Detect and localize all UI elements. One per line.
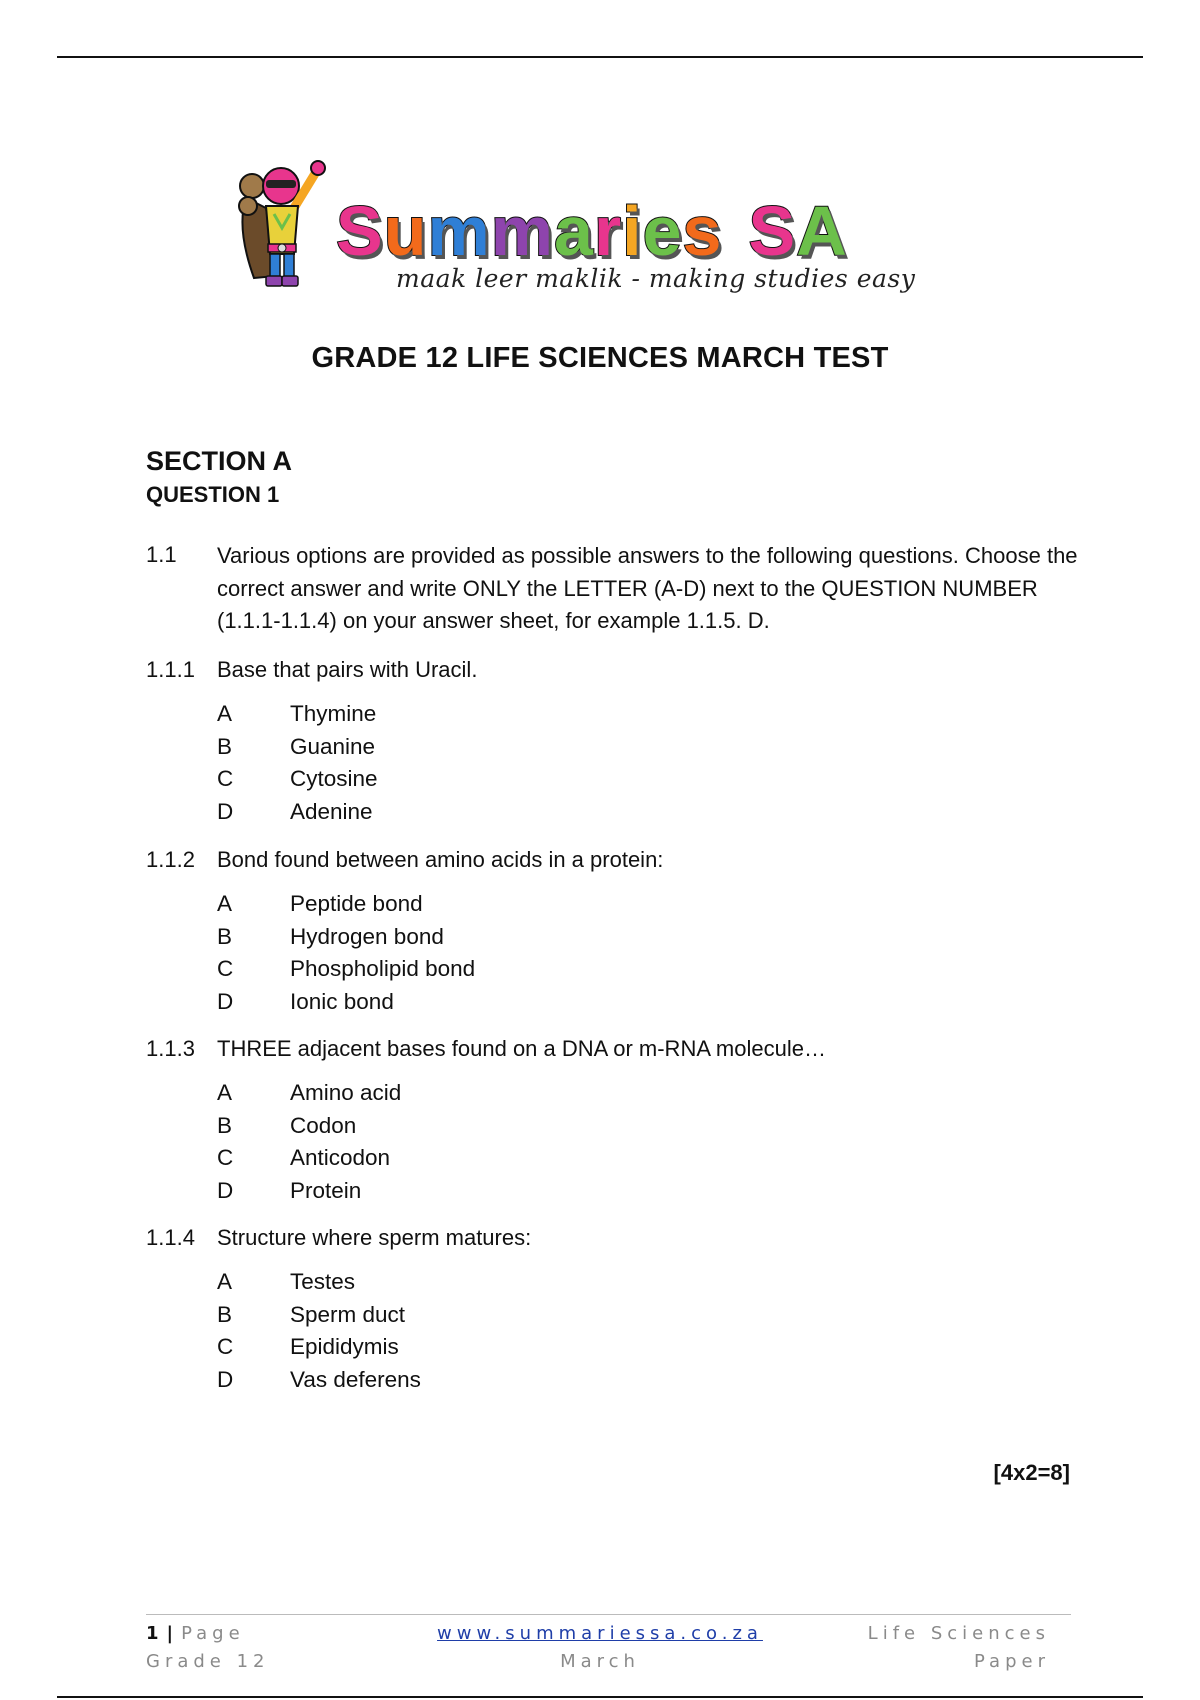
footer-rule <box>146 1614 1071 1615</box>
answer-option <box>217 924 1106 957</box>
question-item <box>146 657 1106 831</box>
footer-subject: Life Sciences <box>867 1623 1050 1644</box>
answer-option <box>217 1178 1106 1211</box>
answer-option <box>217 1367 1106 1400</box>
option-text: Testes <box>290 1269 356 1294</box>
logo-wordmark <box>336 192 848 270</box>
option-text: Ionic bond <box>290 988 394 1014</box>
answer-option <box>217 989 1106 1022</box>
option-text: Guanine <box>290 733 376 759</box>
option-text: Epididymis <box>290 1334 399 1359</box>
footer-grade: Grade 12 <box>146 1651 270 1672</box>
option-text: Thymine <box>290 701 377 726</box>
option-letter: D <box>217 1366 234 1392</box>
logo-letter: a <box>553 192 594 270</box>
logo-letter: S <box>748 192 797 270</box>
top-rule <box>57 56 1143 58</box>
question-item <box>146 1225 1106 1399</box>
question-number: 1.1.3 <box>146 1036 195 1061</box>
section-heading: SECTION A <box>146 446 293 476</box>
option-letter: B <box>217 923 233 949</box>
footer-page-number: 1 <box>146 1623 161 1644</box>
option-text: Cytosine <box>290 766 378 791</box>
intro-text: Various options are provided as possible answers to the following questions. Choose the correct answer and write ONLY the LETTER (A-D) next to the QUESTION NUMBER (1.1.1-1.1.4) on your answer sheet, for example 1.1.5. D. <box>217 543 1078 633</box>
footer-right <box>868 1620 1050 1676</box>
question-item <box>146 847 1106 1021</box>
logo-letter: m <box>427 192 491 270</box>
option-text: Hydrogen bond <box>290 923 444 949</box>
footer-url-link[interactable]: www.summariessa.co.za <box>437 1623 763 1644</box>
page-title: GRADE 12 LIFE SCIENCES MARCH TEST <box>311 342 889 374</box>
question-number: 1.1.1 <box>146 657 195 682</box>
intro-number: 1.1 <box>146 542 177 567</box>
answer-option <box>217 799 1106 832</box>
option-text: Sperm duct <box>290 1301 406 1327</box>
logo-letter: A <box>796 192 848 270</box>
answer-option <box>217 1080 1106 1113</box>
option-letter: C <box>217 766 234 791</box>
question-text: THREE adjacent bases found on a DNA or m-RNA molecule… <box>217 1036 826 1061</box>
footer-paper: Paper <box>974 1651 1050 1672</box>
logo-tagline: maak leer maklik - making studies easy <box>396 264 916 293</box>
footer-center <box>424 1620 776 1676</box>
footer-month: March <box>560 1651 640 1672</box>
option-letter: A <box>217 1269 233 1294</box>
answer-option <box>217 1269 1106 1302</box>
question-number: 1.1.2 <box>146 847 195 872</box>
option-text: Codon <box>290 1112 357 1138</box>
option-letter: B <box>217 1301 233 1327</box>
option-letter: C <box>217 1145 234 1170</box>
question-item <box>146 1036 1106 1210</box>
option-text: Amino acid <box>290 1080 402 1105</box>
option-text: Adenine <box>290 798 373 824</box>
option-text: Phospholipid bond <box>290 956 476 981</box>
marks-total: [4x2=8] <box>993 1460 1070 1485</box>
question-text: Bond found between amino acids in a protein: <box>217 847 664 872</box>
mascot-icon <box>236 158 326 298</box>
option-letter: A <box>217 1080 233 1105</box>
answer-option <box>217 1302 1106 1335</box>
summaries-sa-logo <box>236 158 976 308</box>
question-heading: QUESTION 1 <box>146 482 280 507</box>
footer-page-separator: | <box>166 1623 176 1644</box>
answer-option <box>217 766 1106 799</box>
logo-letter: m <box>490 192 554 270</box>
logo-letter: u <box>383 192 428 270</box>
logo-letter: e <box>642 192 683 270</box>
option-letter: B <box>217 733 233 759</box>
logo-letter: s <box>682 192 723 270</box>
question-text: Base that pairs with Uracil. <box>217 657 478 682</box>
question-number: 1.1.4 <box>146 1225 195 1250</box>
option-text: Protein <box>290 1177 362 1203</box>
answer-option <box>217 1145 1106 1178</box>
answer-option <box>217 1113 1106 1146</box>
option-letter: A <box>217 701 233 726</box>
answer-option <box>217 734 1106 767</box>
question-text: Structure where sperm matures: <box>217 1225 532 1250</box>
logo-letter: S <box>336 192 384 270</box>
option-letter: C <box>217 1334 234 1359</box>
logo-letter: r <box>593 192 623 270</box>
option-letter: D <box>217 798 234 824</box>
logo-letter: i <box>622 192 643 270</box>
answer-option <box>217 956 1106 989</box>
option-letter: A <box>217 891 233 916</box>
option-letter: B <box>217 1112 233 1138</box>
option-letter: C <box>217 956 234 981</box>
option-text: Anticodon <box>290 1145 391 1170</box>
answer-option <box>217 891 1106 924</box>
option-text: Vas deferens <box>290 1366 421 1392</box>
answer-option <box>217 1334 1106 1367</box>
footer-left <box>146 1620 270 1676</box>
option-letter: D <box>217 1177 234 1203</box>
option-letter: D <box>217 988 234 1014</box>
option-text: Peptide bond <box>290 891 423 916</box>
footer-page-label: Page <box>181 1623 245 1644</box>
bottom-rule <box>57 1696 1143 1698</box>
answer-option <box>217 701 1106 734</box>
